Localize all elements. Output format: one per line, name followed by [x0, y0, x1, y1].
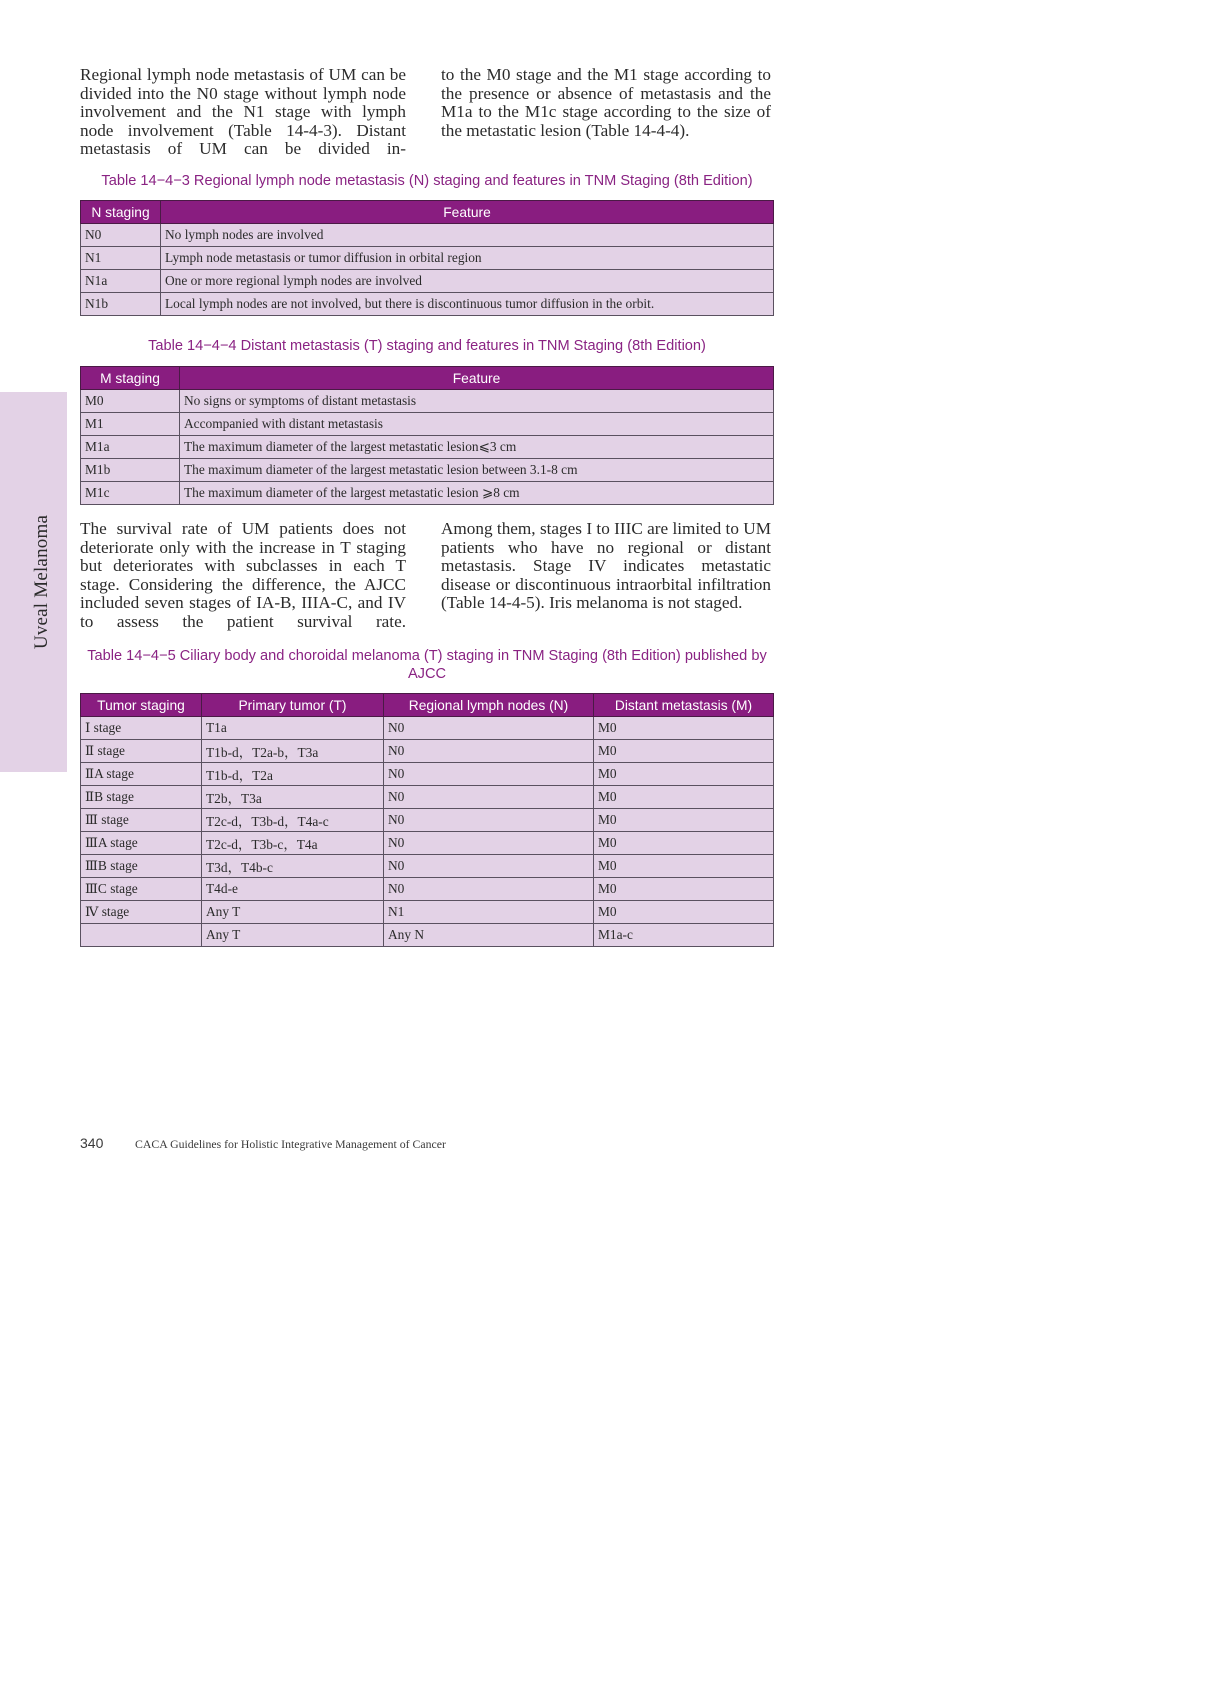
table-cell: T2c-d，T3b-c，T4a	[202, 832, 384, 855]
table-cell: M1c	[81, 482, 180, 505]
table-row	[81, 763, 774, 786]
table-row	[81, 224, 774, 247]
table-cell: N0	[384, 855, 594, 878]
table-14-4-4-caption: Table 14−4−4 Distant metastasis (T) staging and features in TNM Staging (8th Edition)	[148, 338, 706, 354]
table-cell: M0	[594, 901, 774, 924]
table-cell: Ⅲ stage	[81, 809, 202, 832]
table-row	[81, 436, 774, 459]
table-cell: T3d，T4b-c	[202, 855, 384, 878]
table-row	[81, 270, 774, 293]
table-cell: No lymph nodes are involved	[161, 224, 774, 247]
table-row	[81, 390, 774, 413]
table-row	[81, 459, 774, 482]
section-side-label: Uveal Melanoma	[31, 514, 52, 650]
table-cell: N0	[384, 832, 594, 855]
table-cell: M0	[594, 855, 774, 878]
survival-left-column: The survival rate of UM patients does not deteriorate only with the increase in T staging but deteriorates with subclasses in each T stage. Considering the difference, the AJCC included seven stages of IA-B, IIIA-C, and IV to assess the patient survival rate.	[80, 519, 406, 631]
table-cell: N1	[81, 247, 161, 270]
page-number: 340	[80, 1135, 104, 1151]
table-14-4-5-caption: Table 14−4−5 Ciliary body and choroidal melanoma (T) staging in TNM Staging (8th Edition) published by AJCC	[87, 648, 767, 682]
table-cell: Ⅰ stage	[81, 717, 202, 740]
table-cell: N0	[384, 763, 594, 786]
table-cell: N0	[384, 717, 594, 740]
table-cell: T1b-d，T2a-b，T3a	[202, 740, 384, 763]
table-14-4-5	[80, 693, 774, 947]
table-cell: M1a	[81, 436, 180, 459]
table-cell: Lymph node metastasis or tumor diffusion in orbital region	[161, 247, 774, 270]
table-cell: M0	[594, 717, 774, 740]
table-cell: Accompanied with distant metastasis	[180, 413, 774, 436]
column-header: Regional lymph nodes (N)	[384, 694, 594, 717]
column-header: N staging	[81, 201, 161, 224]
column-header: Primary tumor (T)	[202, 694, 384, 717]
table-cell: Any T	[202, 924, 384, 947]
table-cell: The maximum diameter of the largest metastatic lesion⩽3 cm	[180, 436, 774, 459]
table-cell: ⅢA stage	[81, 832, 202, 855]
table-cell: T2c-d，T3b-d，T4a-c	[202, 809, 384, 832]
table-cell: M0	[594, 786, 774, 809]
table-cell: Ⅱ stage	[81, 740, 202, 763]
table-cell: T4d-e	[202, 878, 384, 901]
table-cell: T2b，T3a	[202, 786, 384, 809]
table-14-4-3-caption: Table 14−4−3 Regional lymph node metastasis (N) staging and features in TNM Staging (8th Edition)	[101, 173, 753, 189]
table-cell: M0	[594, 878, 774, 901]
table-cell: N0	[81, 224, 161, 247]
column-header: Tumor staging	[81, 694, 202, 717]
table-cell: N0	[384, 878, 594, 901]
table-cell: M1b	[81, 459, 180, 482]
table-14-4-4	[80, 366, 774, 505]
table-cell: The maximum diameter of the largest metastatic lesion between 3.1-8 cm	[180, 459, 774, 482]
table-cell: ⅡA stage	[81, 763, 202, 786]
column-header: Distant metastasis (M)	[594, 694, 774, 717]
table-row	[81, 878, 774, 901]
survival-right-column: Among them, stages I to IIIC are limited to UM patients who have no regional or distant metastasis. Stage IV indicates metastatic disease or discontinuous intraorbital infiltration (Table 14-4-5). Iris melanoma is not staged.	[441, 519, 771, 612]
table-cell: Ⅳ stage	[81, 901, 202, 924]
table-cell: N0	[384, 740, 594, 763]
table-cell: Local lymph nodes are not involved, but there is discontinuous tumor diffusion in the orbit.	[161, 293, 774, 316]
table-cell: ⅢC stage	[81, 878, 202, 901]
running-title: CACA Guidelines for Holistic Integrative Management of Cancer	[135, 1137, 446, 1151]
table-cell	[81, 924, 202, 947]
table-row	[81, 740, 774, 763]
table-cell: No signs or symptoms of distant metastasis	[180, 390, 774, 413]
table-cell: N1	[384, 901, 594, 924]
table-row	[81, 717, 774, 740]
table-cell: M0	[594, 763, 774, 786]
table-cell: M0	[81, 390, 180, 413]
column-header: Feature	[180, 367, 774, 390]
table-row	[81, 832, 774, 855]
table-row	[81, 413, 774, 436]
table-row	[81, 247, 774, 270]
table-cell: One or more regional lymph nodes are involved	[161, 270, 774, 293]
table-cell: M0	[594, 809, 774, 832]
table-cell: M1a-c	[594, 924, 774, 947]
table-row	[81, 809, 774, 832]
table-cell: N0	[384, 786, 594, 809]
table-cell: M0	[594, 832, 774, 855]
intro-right-column: to the M0 stage and the M1 stage according to the presence or absence of metastasis and the M1a to the M1c stage according to the size of the metastatic lesion (Table 14-4-4).	[441, 65, 771, 140]
table-row	[81, 482, 774, 505]
table-cell: Any T	[202, 901, 384, 924]
table-cell: M1	[81, 413, 180, 436]
table-row	[81, 293, 774, 316]
table-cell: ⅡB stage	[81, 786, 202, 809]
table-cell: T1b-d，T2a	[202, 763, 384, 786]
table-cell: T1a	[202, 717, 384, 740]
table-cell: N1a	[81, 270, 161, 293]
intro-left-column: Regional lymph node metastasis of UM can be divided into the N0 stage without lymph node involvement and the N1 stage with lymph node involvement (Table 14-4-3). Distant metastasis of UM can be divided in-	[80, 65, 406, 158]
column-header: M staging	[81, 367, 180, 390]
column-header: Feature	[161, 201, 774, 224]
table-row	[81, 901, 774, 924]
table-14-4-3	[80, 200, 774, 316]
table-cell: N0	[384, 809, 594, 832]
table-cell: N1b	[81, 293, 161, 316]
table-cell: The maximum diameter of the largest metastatic lesion ⩾8 cm	[180, 482, 774, 505]
table-row	[81, 786, 774, 809]
table-cell: Any N	[384, 924, 594, 947]
table-row	[81, 855, 774, 878]
table-cell: M0	[594, 740, 774, 763]
table-cell: ⅢB stage	[81, 855, 202, 878]
table-row	[81, 924, 774, 947]
